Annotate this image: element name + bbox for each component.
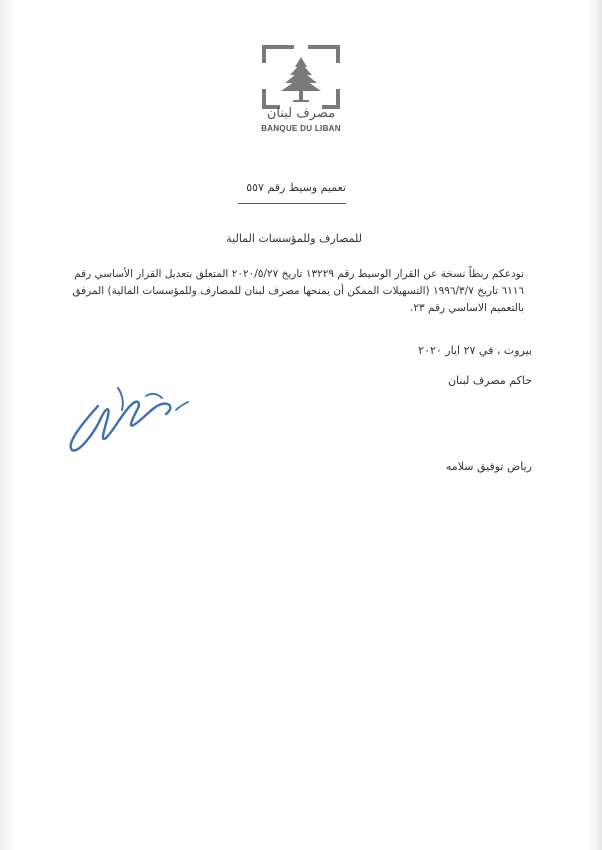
signer-title: حاكم مصرف لبنان: [447, 374, 532, 387]
title-underline: [238, 203, 346, 204]
handwritten-signature: [58, 376, 198, 466]
date-line: بيروت ، في ٢٧ ايار ٢٠٢٠: [418, 344, 532, 357]
banque-du-liban-logo-icon: [262, 45, 340, 115]
circular-body: نودعكم ربطاً نسخة عن القرار الوسيط رقم ١٣٢٢٩ تاريخ ٢٠٢٠/٥/٢٧ المتعلق بتعديل القرار الأساسي رقم ٦١١٦ تاريخ ١٩٩٦/٣/٧ (التسهيلات الممكن أن يمنحها مصرف لبنان للمصارف وللمؤسسات المالية) المرفق بالتعميم الاساسي رقم ٢٣.: [72, 268, 524, 314]
addressee-line: للمصارف وللمؤسسات المالية: [226, 232, 362, 245]
letterhead-name-french: BANQUE DU LIBAN: [261, 124, 341, 133]
signer-name: رياض توفيق سلامه: [445, 460, 532, 473]
letterhead-name-arabic: مصرف لبنان: [266, 106, 336, 121]
circular-title: تعميم وسيط رقم ٥٥٧: [246, 181, 346, 194]
